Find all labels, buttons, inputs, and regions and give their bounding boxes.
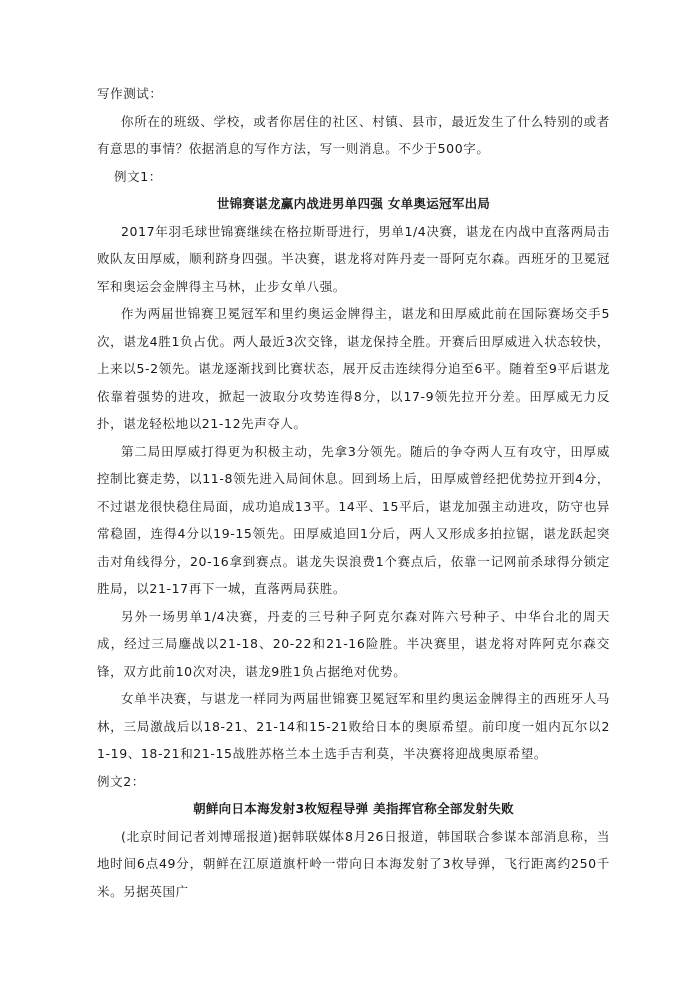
example-1-title: 世锦赛谌龙赢内战进男单四强 女单奥运冠军出局 [216,196,491,211]
example-2-label: 例文2： [97,773,145,789]
assignment-prompt: 你所在的班级、学校，或者你居住的社区、村镇、县市，最近发生了什么特别的或者有意思的事情？依据消息的写作方法，写一则消息。不少于500字。 [97,113,610,156]
example-1-paragraph-2: 作为两届世锦赛卫冕冠军和里约奥运金牌得主，谌龙和田厚威此前在国际赛场交手5次，谌龙4胜1负占优。两人最近3次交锋，谌龙保持全胜。开赛后田厚威进入状态较快，上来以5-2领先。谌龙逐渐找到比赛状态，展开反击连续得分追至6平。随着至9平后谌龙依靠着强势的进攻，掀起一波取分攻势连得8分，以17-9领先拉开分差。田厚威无力反扑，谌龙轻松地以21-12先声夺人。 [97,306,610,431]
example-1-paragraph-4: 另外一场男单1/4决赛，丹麦的三号种子阿克尔森对阵六号种子、中华台北的周天成，经过三局鏖战以21-18、20-22和21-16险胜。半决赛里，谌龙将对阵阿克尔森交锋，双方此前10次对决，谌龙9胜1负占据绝对优势。 [97,608,610,679]
example-1-paragraph-5: 女单半决赛，与谌龙一样同为两届世锦赛卫冕冠军和里约奥运金牌得主的西班牙人马林，三局激战后以18-21、21-14和15-21败给日本的奥原希望。前印度一姐内瓦尔以21-19、18-21和21-15战胜苏格兰本土选手吉利莫，半决赛将迎战奥原希望。 [97,691,610,761]
example-1-label: 例文1： [114,168,162,184]
example-1-paragraph-1: 2017年羽毛球世锦赛继续在格拉斯哥进行，男单1/4决赛，谌龙在内战中直落两局击败队友田厚威，顺利跻身四强。半决赛，谌龙将对阵丹麦一哥阿克尔森。西班牙的卫冕冠军和奥运会金牌得主马林，止步女单八强。 [97,223,610,294]
example-2-title: 朝鲜向日本海发射3枚短程导弹 美指挥官称全部发射失败 [193,801,514,816]
example-2-paragraph-1: (北京时间记者刘博瑶报道)据韩联媒体8月26日报道，韩国联合参谋本部消息称，当地时间6点49分，朝鲜在江原道旗杆岭一带向日本海发射了3枚导弹，飞行距离约250千米。另据英国广 [97,828,610,899]
example-1-paragraph-3: 第二局田厚威打得更为积极主动，先拿3分领先。随后的争夺两人互有攻守，田厚威控制比赛走势，以11-8领先进入局间休息。回到场上后，田厚威曾经把优势拉开到4分，不过谌龙很快稳住局面，成功追成13平。14平、15平后，谌龙加强主动进攻，防守也异常稳固，连得4分以19-15领先。田厚威追回1分后，两人又形成多拍拉锯，谌龙跃起突击对角线得分，20-16拿到赛点。谌龙失误浪费1个赛点后，依靠一记网前杀球得分锁定胜局，以21-17再下一城，直落两局获胜。 [97,443,610,596]
assignment-heading: 写作测试： [97,86,163,101]
